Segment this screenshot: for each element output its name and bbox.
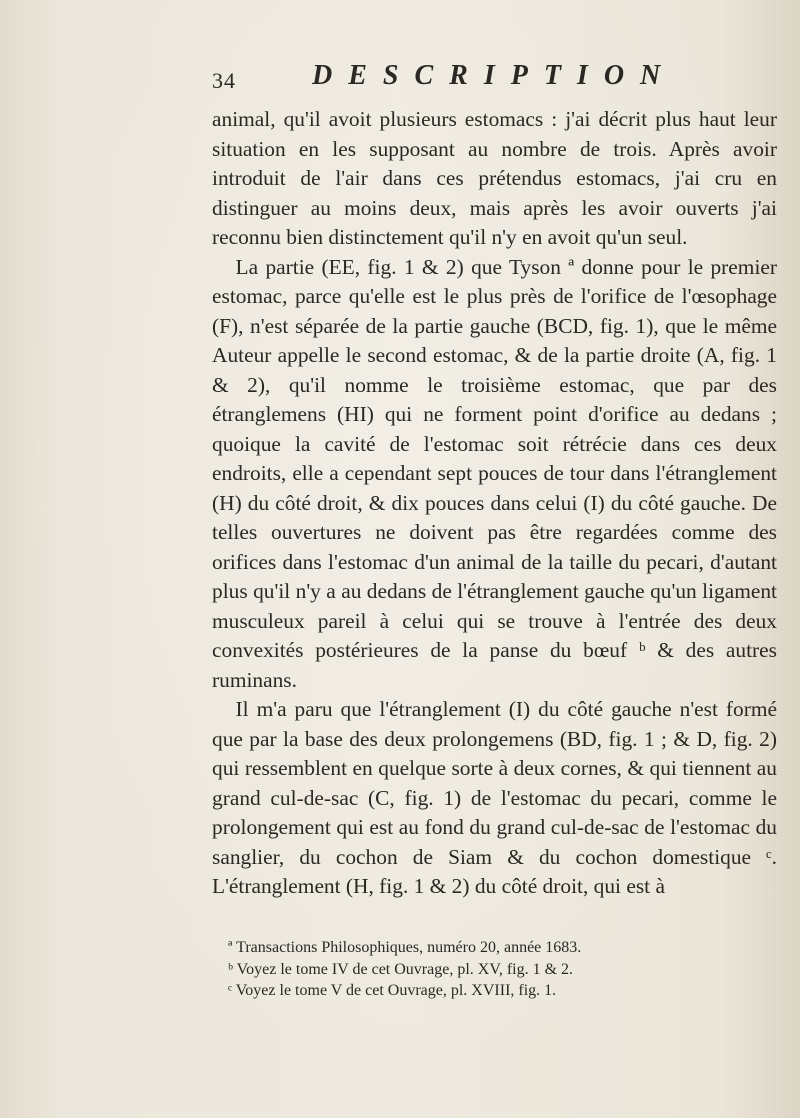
page-number: 34: [212, 68, 236, 93]
footnote-c: ᶜ Voyez le tome V de cet Ouvrage, pl. XVIII, fig. 1.: [228, 982, 557, 999]
footnotes: [212, 937, 777, 1002]
footnote-a: ª Transactions Philosophiques, numéro 20, année 1683.: [228, 939, 582, 956]
paragraph-2: La partie (EE, fig. 1 & 2) que Tyson ª donne pour le premier estomac, parce qu'elle est le plus près de l'orifice de l'œsophage (F), n'est séparée de la partie gauche (BCD, fig. 1), que le même Auteur appelle le second estomac, & de la partie droite (A, fig. 1 & 2), qu'il nomme le troisième estomac, que par des étranglemens (HI) qui ne forment point d'orifice au dedans ; quoique la cavité de l'estomac soit rétrécie dans ces deux endroits, elle a cependant sept pouces de tour dans l'étranglement (H) du côté droit, & dix pouces dans celui (I) du côté gauche. De telles ouvertures ne doivent pas être regardées comme des orifices dans l'estomac d'un animal de la taille du pecari, d'autant plus qu'il n'y a au dedans de l'étranglement gauche qu'un ligament musculeux pareil à celui qui se trouve à l'entrée des deux convexités postérieures de la panse du bœuf ᵇ & des autres ruminans.: [212, 254, 777, 692]
body-text: [212, 105, 777, 902]
running-title: DESCRIPTION: [312, 60, 677, 91]
page-header: [212, 60, 772, 96]
footnote-b: ᵇ Voyez le tome IV de cet Ouvrage, pl. XV, fig. 1 & 2.: [228, 960, 574, 978]
paragraph-1: animal, qu'il avoit plusieurs estomacs : j'ai décrit plus haut leur situation en les supposant au nombre de trois. Après avoir introduit de l'air dans ces prétendus estomacs, j'ai cru en distinguer au moins deux, mais après les avoir ouverts j'ai reconnu bien distinctement qu'il n'y en avoit qu'un seul.: [212, 107, 777, 249]
paragraph-3: Il m'a paru que l'étranglement (I) du côté gauche n'est formé que par la base des deux prolongemens (BD, fig. 1 ; & D, fig. 2) qui ressemblent en quelque sorte à deux cornes, & qui tiennent au grand cul-de-sac (C, fig. 1) de l'estomac du pecari, comme le prolongement qui est au fond du grand cul-de-sac de l'estomac du sanglier, du cochon de Siam & du cochon domestique ᶜ. L'étranglement (H, fig. 1 & 2) du côté droit, qui est à: [212, 697, 777, 898]
